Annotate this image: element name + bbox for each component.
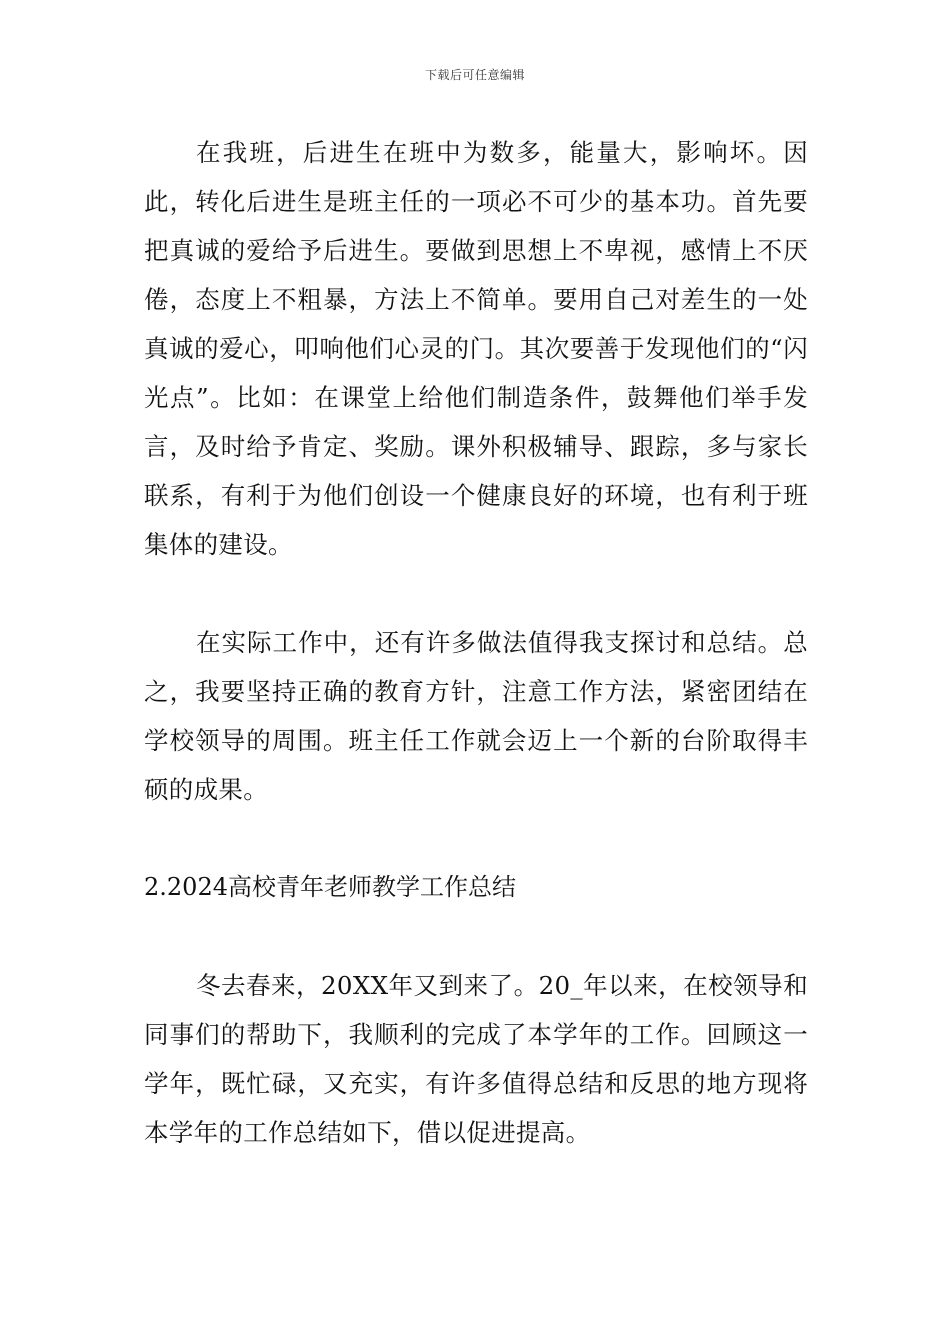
document-body <box>144 128 808 1157</box>
paragraph-year-review-intro: 冬去春来，20XX年又到来了。20_年以来，在校领导和同事们的帮助下，我顺利的完成了本学年的工作。回顾这一学年，既忙碌，又充实，有许多值得总结和反思的地方现将本学年的工作总结如下，借以促进提高。 <box>144 971 808 1147</box>
section-heading: 2.2024高校青年老师教学工作总结 <box>144 873 516 901</box>
paragraph-work-summary-conclusion: 在实际工作中，还有许多做法值得我支探讨和总结。总之，我要坚持正确的教育方针，注意工作方法，紧密团结在学校领导的周围。班主任工作就会迈上一个新的台阶取得丰硕的成果。 <box>144 628 808 804</box>
paragraph-spacer <box>144 569 808 618</box>
page-header-note: 下载后可任意编辑 <box>424 68 525 82</box>
paragraph-spacer <box>144 912 808 961</box>
paragraph-spacer <box>144 814 808 863</box>
paragraph-underperforming-students: 在我班，后进生在班中为数多，能量大，影响坏。因此，转化后进生是班主任的一项必不可少的基本功。首先要把真诚的爱给予后进生。要做到思想上不卑视，感情上不厌倦，态度上不粗暴，方法上不简单。要用自己对差生的一处真诚的爱心，叩响他们心灵的门。其次要善于发现他们的“闪光点”。比如：在课堂上给他们制造条件，鼓舞他们举手发言，及时给予肯定、奖励。课外积极辅导、跟踪，多与家长联系，有利于为他们创设一个健康良好的环境，也有利于班集体的建设。 <box>144 138 808 559</box>
